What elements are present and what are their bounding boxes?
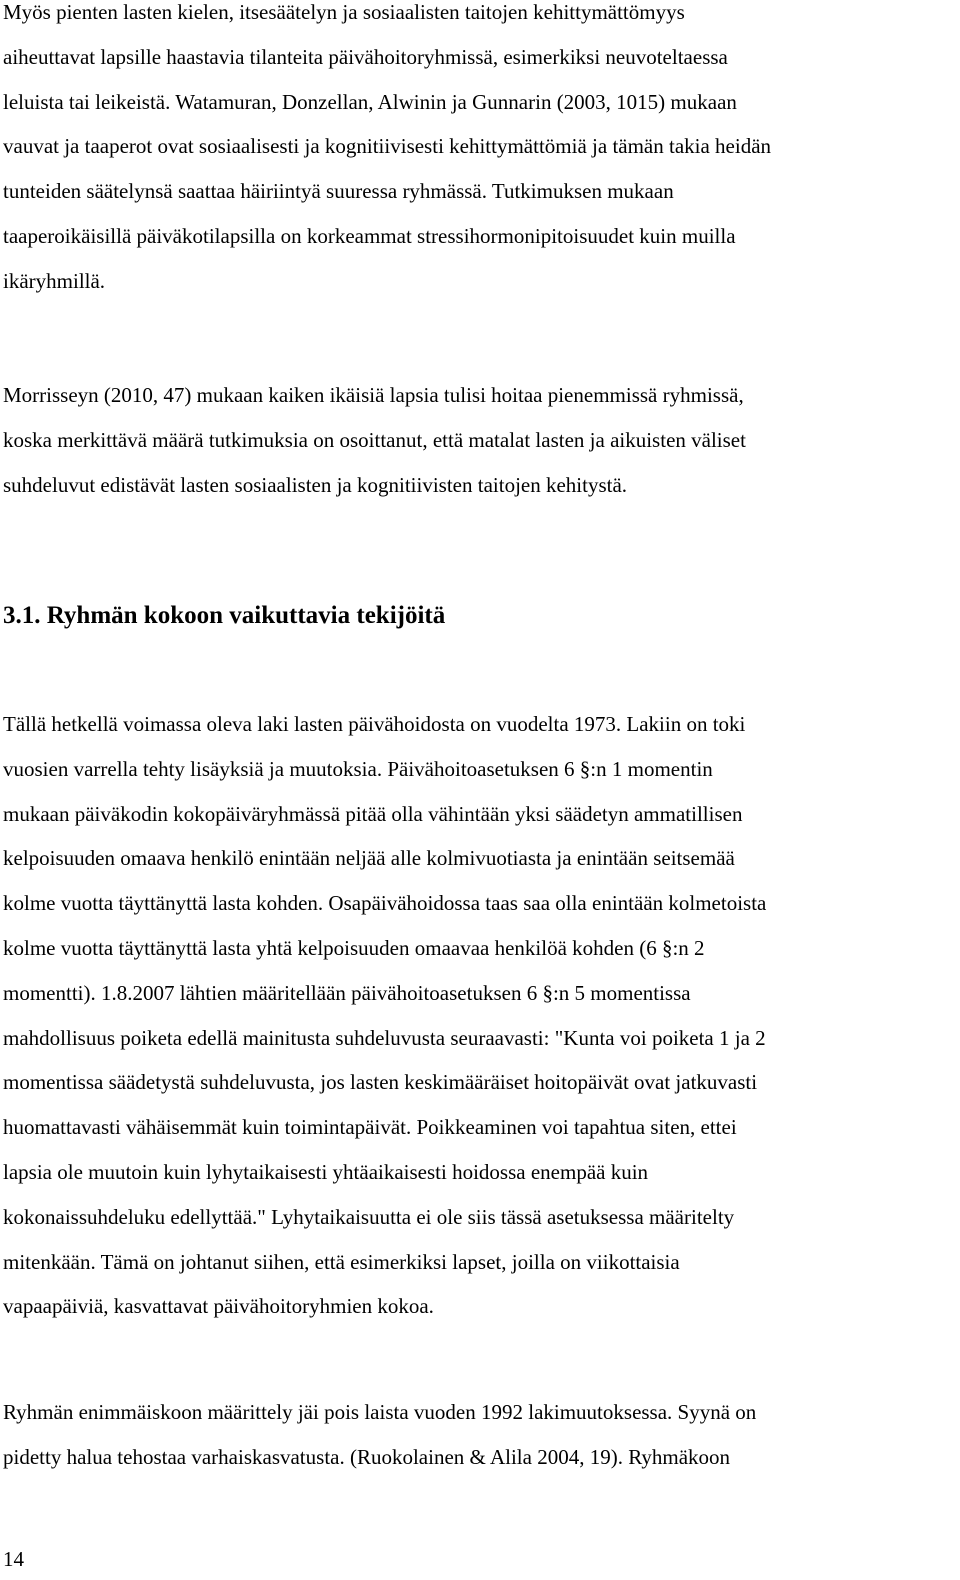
paragraph-morrissey — [3, 373, 953, 507]
text-line: tunteiden säätelynsä saattaa häiriintyä suuressa ryhmässä. Tutkimuksen mukaan — [3, 179, 674, 204]
text-line: ikäryhmillä. — [3, 268, 106, 293]
section-heading: 3.1. Ryhmän kokoon vaikuttavia tekijöitä — [3, 602, 446, 629]
page-number: 14 — [3, 1547, 24, 1571]
text-line: kokonaissuhdeluku edellyttää." Lyhytaikaisuutta ei ole siis tässä asetuksessa määritelty — [3, 1204, 735, 1229]
text-line: koska merkittävä määrä tutkimuksia on osoittanut, että matalat lasten ja aikuisten väliset — [3, 427, 746, 452]
text-line: vapaapäiviä, kasvattavat päivähoitoryhmien kokoa. — [3, 1294, 434, 1319]
text-line: leluista tai leikeistä. Watamuran, Donzellan, Alwinin ja Gunnarin (2003, 1015) mukaan — [3, 89, 737, 114]
paragraph-legislation — [3, 702, 953, 1329]
text-line: kolme vuotta täyttänyttä lasta yhtä kelpoisuuden omaavaa henkilöä kohden (6 §:n 2 — [3, 935, 705, 960]
text-line: huomattavasti vähäisemmät kuin toimintapäivät. Poikkeaminen voi tapahtua siten, ettei — [3, 1115, 737, 1140]
text-line: Morrisseyn (2010, 47) mukaan kaiken ikäisiä lapsia tulisi hoitaa pienemmissä ryhmissä, — [3, 383, 744, 407]
text-line: vauvat ja taaperot ovat sosiaalisesti ja kognitiivisesti kehittymättömiä ja tämän takia heidän — [3, 134, 772, 159]
text-line: mahdollisuus poiketa edellä mainitusta suhdeluvusta seuraavasti: "Kunta voi poiketa 1 ja 2 — [3, 1025, 766, 1050]
text-line: suhdeluvut edistävät lasten sosiaalisten ja kognitiivisten taitojen kehitystä. — [3, 472, 628, 497]
text-line: lapsia ole muutoin kuin lyhytaikaisesti yhtäaikaisesti hoidossa enempää kuin — [3, 1159, 649, 1184]
text-line: taaperoikäisillä päiväkotilapsilla on korkeammat stressihormonipitoisuudet kuin muilla — [3, 223, 736, 248]
text-line: kolme vuotta täyttänyttä lasta kohden. Osapäivähoidossa taas saa olla enintään kolmetoista — [3, 891, 767, 916]
text-line: Myös pienten lasten kielen, itsesäätelyn ja sosiaalisten taitojen kehittymättömyys — [3, 0, 685, 24]
text-line: kelpoisuuden omaava henkilö enintään neljää alle kolmivuotiasta ja enintään seitsemää — [3, 846, 735, 871]
text-line: momentissa säädetystä suhdeluvusta, jos lasten keskimääräiset hoitopäivät ovat jatkuvasti — [3, 1070, 758, 1095]
text-line: aiheuttavat lapsille haastavia tilanteita päivähoitoryhmissä, esimerkiksi neuvoteltaessa — [3, 44, 728, 69]
text-line: momentti). 1.8.2007 lähtien määritellään päivähoitoasetuksen 6 §:n 5 momentissa — [3, 980, 691, 1005]
text-line: vuosien varrella tehty lisäyksiä ja muutoksia. Päivähoitoasetuksen 6 §:n 1 momentin — [3, 756, 713, 781]
text-line: mitenkään. Tämä on johtanut siihen, että esimerkiksi lapset, joilla on viikottaisia — [3, 1249, 680, 1274]
text-line: mukaan päiväkodin kokopäiväryhmässä pitää olla vähintään yksi säädetyn ammatillisen — [3, 801, 743, 826]
text-line: Ryhmän enimmäiskoon määrittely jäi pois laista vuoden 1992 lakimuutoksessa. Syynä on — [3, 1400, 757, 1424]
text-line: pidetty halua tehostaa varhaiskasvatusta. (Ruokolainen & Alila 2004, 19). Ryhmäkoon — [3, 1444, 731, 1469]
paragraph-child-development — [3, 0, 953, 304]
paragraph-group-size-history — [3, 1390, 953, 1480]
text-line: Tällä hetkellä voimassa oleva laki lasten päivähoidosta on vuodelta 1973. Lakiin on toki — [3, 712, 746, 736]
